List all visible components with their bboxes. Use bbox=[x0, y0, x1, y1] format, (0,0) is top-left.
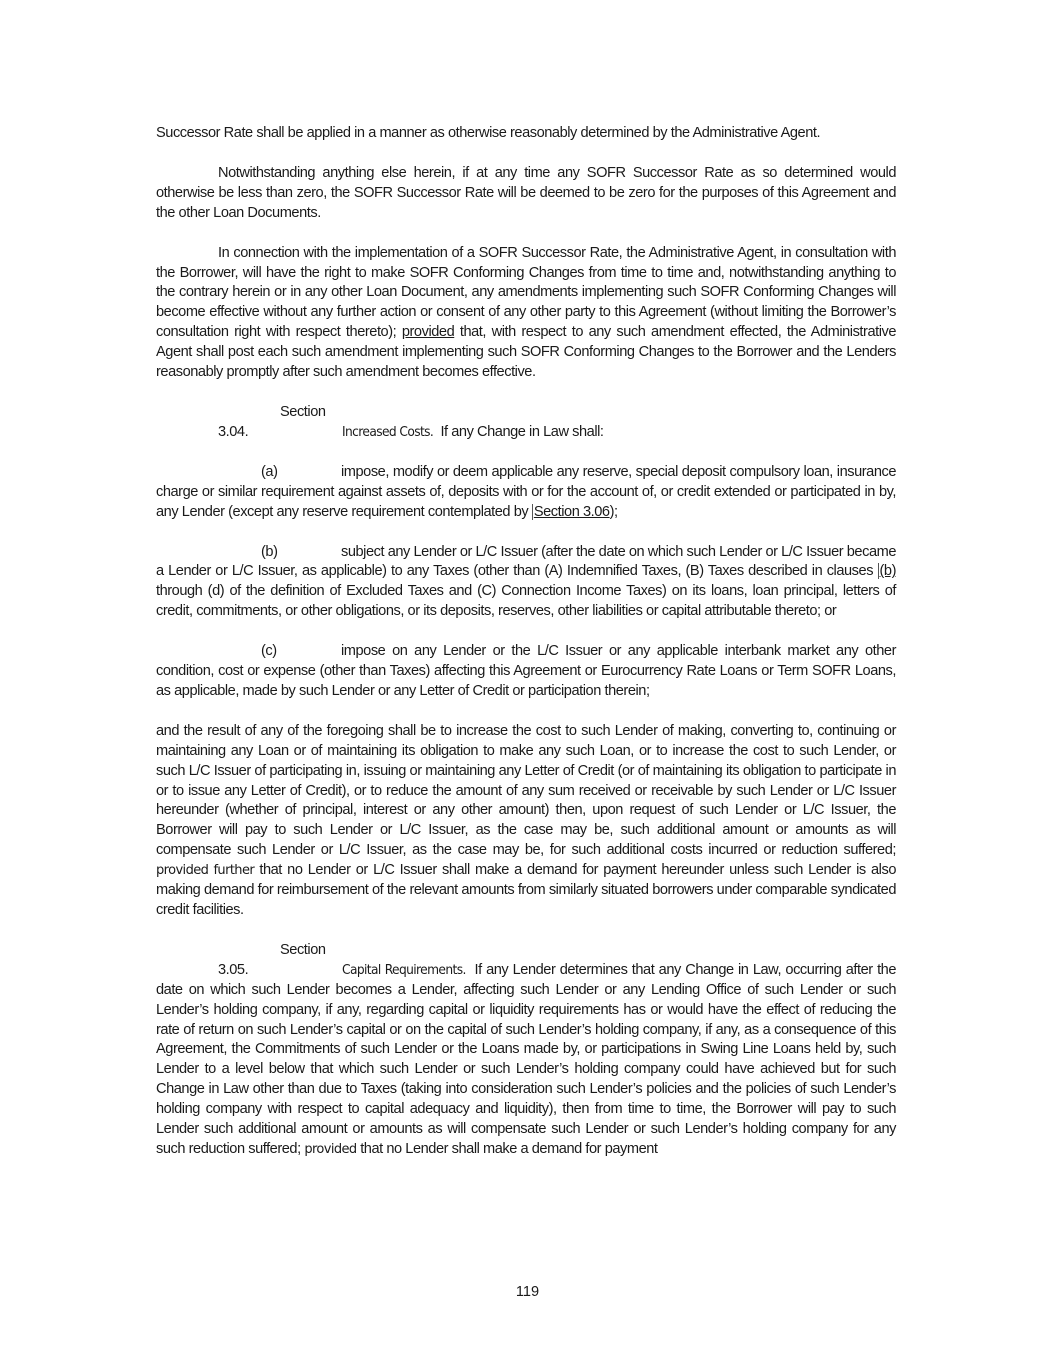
section-3-04-heading bbox=[156, 403, 896, 443]
clause-text: subject any Lender or L/C Issuer (after the date on which such Lender or L/C Issuer became a Lender or L/C Issuer, as applicable) to any Taxes (other than (A) Indemnified Taxes, (B) Taxes described in clauses bbox=[156, 543, 896, 580]
section-label: Section 3.04. bbox=[218, 403, 326, 440]
clause-reference-link[interactable]: (b) bbox=[879, 563, 896, 580]
section-text-end: that no Lender shall make a demand for payment bbox=[360, 1140, 658, 1157]
clause-b bbox=[156, 543, 896, 623]
paragraph-successor-rate: Successor Rate shall be applied in a manner as otherwise reasonably determined by the Administrative Agent. bbox=[156, 125, 821, 141]
section-text: If any Lender determines that any Change in Law, occurring after the date on which such Lender becomes a Lender, affecting such Lender or any Lending Office of such Lender or such Lender’s holding company, if any, regarding capital or liquidity requirements has or would have the effect of reducing the rate of return on such Lender’s capital or on the capital of such Lender’s holding company, if any, as a consequence of this Agreement, the Commitments of such Lender or the Loans made by, or participations in Swing Line Loans held by, such Lender to a level below that which such Lender or such Lender’s holding company could have achieved but for such Change in Law other than due to Taxes (taking into consideration such Lender’s policies and the policies of such Lender’s holding company with respect to capital adequacy and liquidity), then from time to time, the Borrower will pay to such Lender such additional amount or amounts as will compensate such Lender or such Lender’s holding company for any such reduction suffered; bbox=[156, 961, 897, 1157]
page-number: 119 bbox=[515, 1284, 540, 1300]
clause-label: (b) bbox=[261, 543, 278, 560]
section-text: If any Change in Law shall: bbox=[440, 423, 604, 440]
clause-text: impose, modify or deem applicable any reserve, special deposit compulsory loan, insurance charge or similar requirement against assets of, deposits with or for the account of, or credit extended or participated in by, any Lender (except any reserve requirement contemplated by bbox=[156, 463, 896, 520]
paragraph-notwithstanding: Notwithstanding anything else herein, if at any time any SOFR Successor Rate as so determined would otherwise be less than zero, the SOFR Successor Rate will be deemed to be zero for the purposes of this Agreement and the other Loan Documents. bbox=[156, 164, 896, 221]
clause-label: (a) bbox=[261, 463, 278, 480]
clause-label: (c) bbox=[261, 643, 277, 660]
section-label: Section 3.05. bbox=[218, 941, 326, 978]
clause-text: impose on any Lender or the L/C Issuer or any applicable interbank market any other condition, cost or expense (other than Taxes) affecting this Agreement or Eurocurrency Rate Loans or Term SOFR Loans, as applicable, made by such Lender or any Letter of Credit or participation therein; bbox=[156, 643, 896, 699]
paragraph-text: that, with respect to any such amendment effected, the Administrative Agent shall post each such amendment implementing such SOFR Conforming Changes to the Borrower and the Lenders reasonably promptly after such amendment becomes effective. bbox=[156, 324, 897, 381]
section-reference-link[interactable]: Section 3.06 bbox=[533, 503, 610, 520]
clause-a bbox=[156, 463, 896, 523]
provided-term: provided bbox=[304, 1141, 357, 1157]
section-title: Increased Costs. bbox=[342, 423, 434, 440]
clause-text-end: ); bbox=[609, 503, 618, 520]
clause-text-end: through (d) of the definition of Excluded Taxes and (C) Connection Income Taxes) on its loans, loan principal, letters of credit, commitments, or other obligations, or its deposits, reserves, other liabilities or capital attributable thereto; or bbox=[156, 583, 896, 620]
paragraph-conforming-changes bbox=[156, 244, 896, 383]
paragraph-text: In connection with the implementation of a SOFR Successor Rate, the Administrative Agent, in consultation with the Borrower, will have the right to make SOFR Conforming Changes from time to time and, notwithstanding anything to the contrary herein or in any other Loan Document, any amendments implementing such SOFR Conforming Changes will become effective without any further action or consent of any other party to this Agreement (without limiting the Borrower’s consultation right with respect thereto); bbox=[156, 244, 896, 341]
provided-further-term: provided further bbox=[156, 863, 255, 879]
section-title: Capital Requirements. bbox=[342, 961, 466, 978]
section-3-05 bbox=[156, 941, 896, 1160]
paragraph-result bbox=[156, 722, 896, 921]
paragraph-text: and the result of any of the foregoing shall be to increase the cost to such Lender of making, converting to, continuing or maintaining any Loan or of maintaining its obligation to make any such Loan, or to increase the cost to such Lender, or such L/C Issuer of participating in, issuing or maintaining any Letter of Credit (or of maintaining its obligation to participate in or to issue any Letter of Credit), or to reduce the amount of any sum received or receivable by such Lender or L/C Issuer hereunder (whether of principal, interest or any other amount) then, upon request of such Lender or L/C Issuer, the Borrower will pay to such Lender or L/C Issuer, as the case may be, such additional amount or amounts as will compensate such Lender or L/C Issuer, as the case may be, for such additional costs incurred or reduction suffered; bbox=[156, 722, 896, 859]
clause-c bbox=[156, 642, 896, 702]
provided-term: provided bbox=[401, 324, 455, 341]
paragraph-text: that no Lender or L/C Issuer shall make a demand for payment hereunder unless such Lender is also making demand for reimbursement of the relevant amounts from similarly situated borrowers under comparable syndicated credit facilities. bbox=[156, 862, 896, 918]
document-page bbox=[156, 124, 896, 1180]
